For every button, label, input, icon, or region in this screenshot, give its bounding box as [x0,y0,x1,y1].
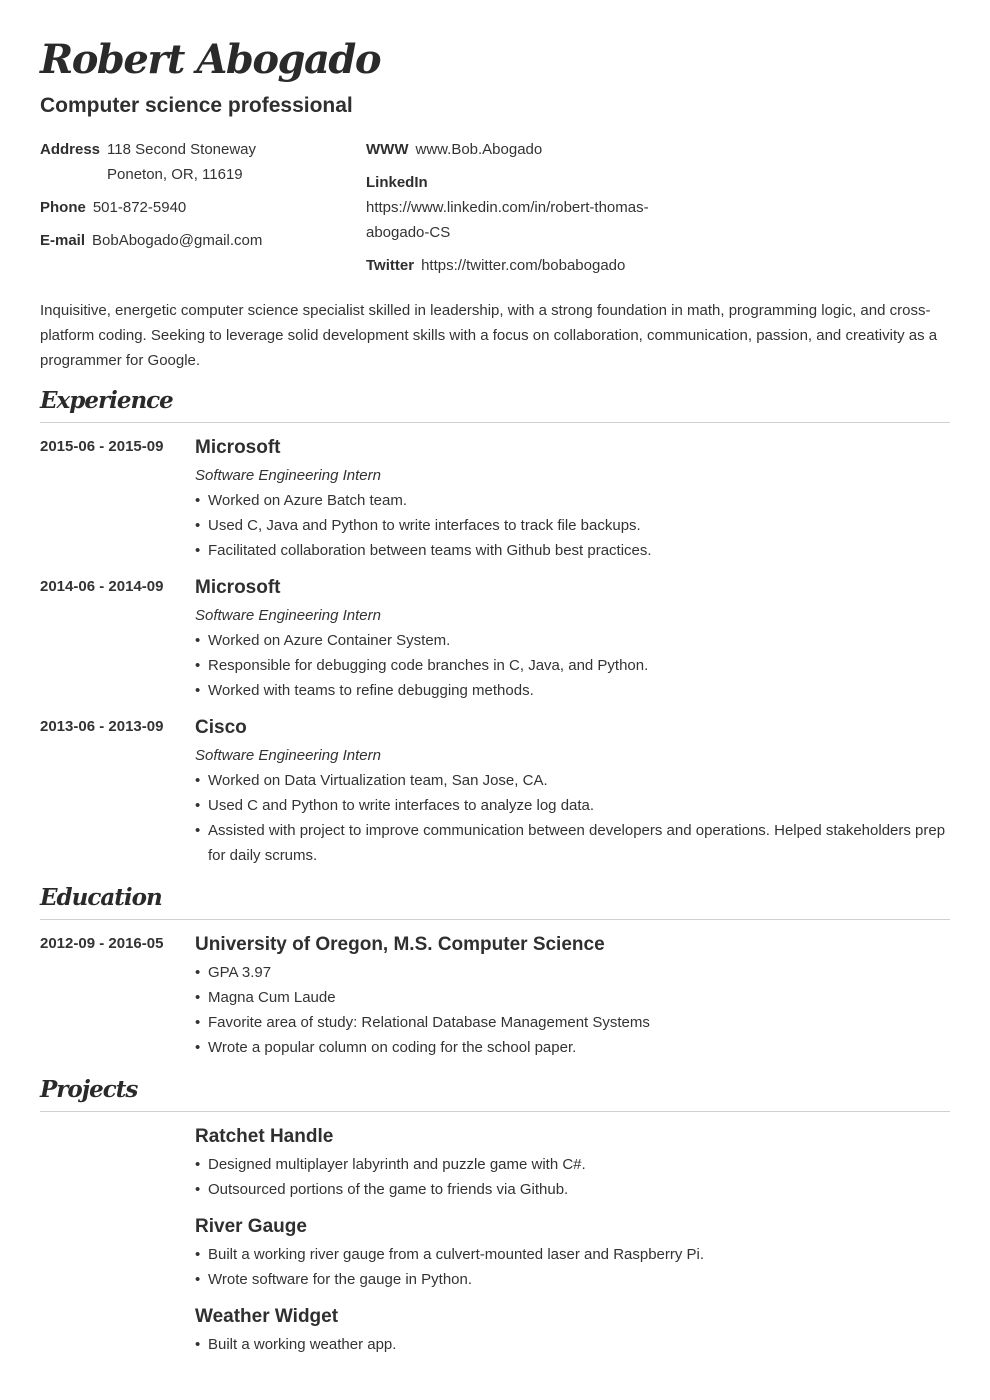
bullet-item: • Assisted with project to improve communication between developers and operations. Helped stakeholders prep for daily scrums. [195,818,950,868]
bullet-item: • Built a working weather app. [195,1332,950,1357]
www-label: WWW [366,141,409,158]
bullet-item: • Designed multiplayer labyrinth and puzzle game with C#. [195,1152,950,1177]
entry-dates: 2014-06 - 2014-09 [40,578,164,595]
entry-company: Microsoft [195,577,281,598]
www-block [366,137,542,162]
www-link[interactable]: www.Bob.Abogado [415,141,543,158]
entry-role: Software Engineering Intern [195,467,381,484]
section-divider [40,919,950,920]
address-line-1: 118 Second Stoneway [107,141,257,158]
phone-value: 501-872-5940 [92,199,187,216]
entry-school: University of Oregon, M.S. Computer Science [195,934,605,955]
twitter-label: Twitter [366,257,415,274]
bullet-list [195,768,950,868]
address-block [40,137,256,162]
candidate-name: Robert Abogado [40,36,381,83]
bullet-item: • Worked on Azure Container System. [195,628,950,653]
bullet-list [195,628,950,703]
bullet-item: • Wrote a popular column on coding for the school paper. [195,1035,950,1060]
linkedin-label: LinkedIn [366,174,428,191]
phone-block [40,195,186,220]
bullet-item: • Facilitated collaboration between teams with Github best practices. [195,538,950,563]
headline: Computer science professional [40,94,353,117]
bullet-item: • GPA 3.97 [195,960,950,985]
section-title-experience: Experience [40,387,173,414]
bullet-item: • Favorite area of study: Relational Database Management Systems [195,1010,950,1035]
bullet-list [195,1152,950,1202]
linkedin-link[interactable] [366,195,649,245]
project-entry [195,1215,950,1292]
bullet-list [195,960,950,1060]
entry-dates: 2012-09 - 2016-05 [40,935,164,952]
bullet-item: • Outsourced portions of the game to friends via Github. [195,1177,950,1202]
entry-role: Software Engineering Intern [195,607,381,624]
email-link[interactable]: BobAbogado@gmail.com [92,232,263,249]
address-line-2: Poneton, OR, 11619 [107,166,243,183]
bullet-list [195,1242,950,1292]
bullet-item: • Built a working river gauge from a culvert-mounted laser and Raspberry Pi. [195,1242,950,1267]
experience-entry [40,716,950,868]
bullet-item: • Used C and Python to write interfaces to analyze log data. [195,793,950,818]
entry-company: Microsoft [195,437,281,458]
twitter-link[interactable]: https://twitter.com/bobabogado [421,257,626,274]
linkedin-line-2: abogado-CS [366,224,451,241]
bullet-item: • Worked on Data Virtualization team, San Jose, CA. [195,768,950,793]
bullet-list [195,1332,950,1357]
bullet-item: • Wrote software for the gauge in Python. [195,1267,950,1292]
project-entry [195,1305,950,1357]
phone-label: Phone [40,199,86,216]
section-divider [40,422,950,423]
bullet-item: • Responsible for debugging code branches in C, Java, and Python. [195,653,950,678]
experience-entry [40,576,950,703]
section-divider [40,1111,950,1112]
section-title-education: Education [40,884,162,911]
summary-paragraph: Inquisitive, energetic computer science specialist skilled in leadership, with a strong foundation in math, programming logic, and cross-platform coding. Seeking to leverage solid development skills with a focus on collaboration, communication, passion, and creativity as a programmer for Google. [40,302,938,369]
entry-dates: 2013-06 - 2013-09 [40,718,164,735]
section-title-projects: Projects [40,1076,138,1103]
linkedin-line-1: https://www.linkedin.com/in/robert-thomas- [366,199,649,216]
bullet-item: • Used C, Java and Python to write interfaces to track file backups. [195,513,950,538]
address-label: Address [40,141,101,158]
experience-entry [40,436,950,563]
project-entry [195,1125,950,1202]
entry-company: Cisco [195,717,247,738]
project-name: Ratchet Handle [195,1126,334,1147]
bullet-item: • Worked with teams to refine debugging methods. [195,678,950,703]
bullet-item: • Magna Cum Laude [195,985,950,1010]
project-name: River Gauge [195,1216,307,1237]
entry-role: Software Engineering Intern [195,747,381,764]
bullet-list [195,488,950,563]
bullet-item: • Worked on Azure Batch team. [195,488,950,513]
education-entry [40,933,950,1060]
twitter-block [366,253,625,278]
project-name: Weather Widget [195,1306,339,1327]
email-label: E-mail [40,232,86,249]
entry-dates: 2015-06 - 2015-09 [40,438,164,455]
email-block [40,228,262,253]
